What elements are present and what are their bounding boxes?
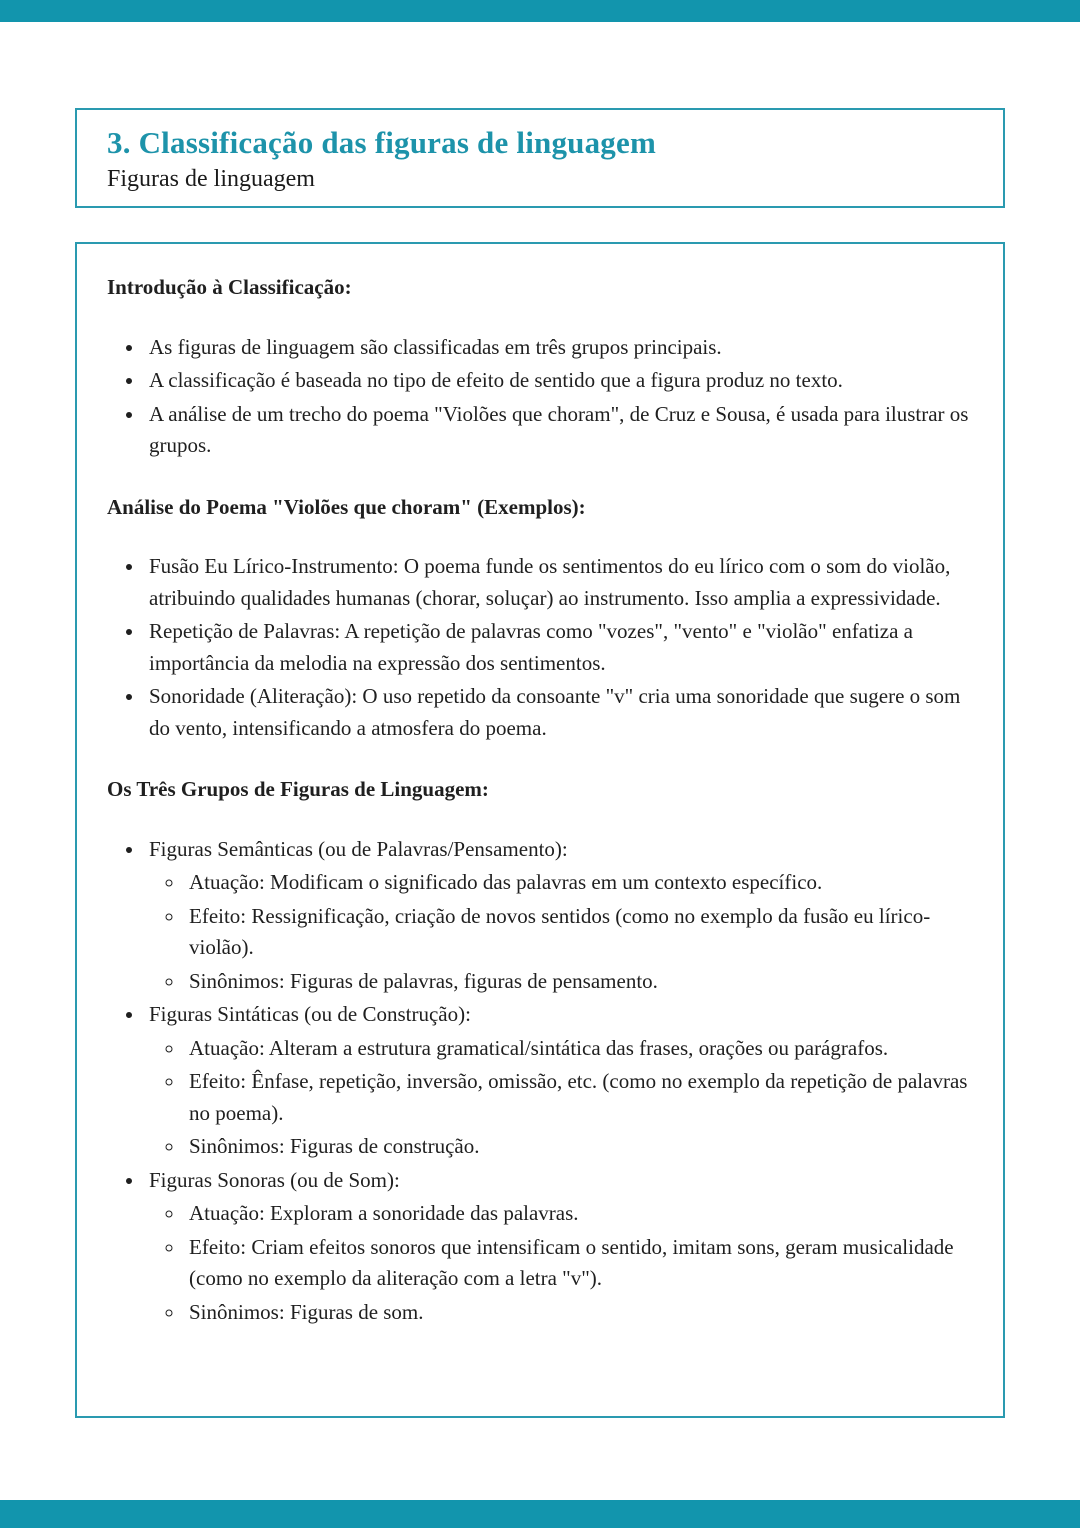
section-tres-grupos [107, 774, 973, 1328]
sub-list-item: ◦ Efeito: Ressignificação, criação de novos sentidos (como no exemplo da fusão eu lírico-violão). [185, 901, 973, 964]
list-item: • A classificação é baseada no tipo de efeito de sentido que a figura produz no texto. [145, 365, 973, 397]
group-label: Figuras Semânticas (ou de Palavras/Pensamento): [149, 836, 568, 861]
bottom-accent-bar [0, 1500, 1080, 1528]
section-heading: Introdução à Classificação: [107, 275, 352, 299]
page-subtitle: Figuras de linguagem [107, 165, 315, 192]
sub-bullet-list [149, 1198, 973, 1328]
page-title: 3. Classificação das figuras de linguagem [107, 125, 656, 160]
sub-bullet-list [149, 1033, 973, 1163]
sub-list-item: ◦ Efeito: Ênfase, repetição, inversão, omissão, etc. (como no exemplo da repetição de palavras no poema). [185, 1066, 973, 1129]
sub-list-item: ◦ Atuação: Modificam o significado das palavras em um contexto específico. [185, 867, 973, 899]
sub-list-item: ◦ Sinônimos: Figuras de construção. [185, 1131, 973, 1163]
sub-list-item: ◦ Sinônimos: Figuras de palavras, figuras de pensamento. [185, 966, 973, 998]
list-item: • As figuras de linguagem são classificadas em três grupos principais. [145, 332, 973, 364]
sub-list-item: ◦ Atuação: Alteram a estrutura gramatical/sintática das frases, orações ou parágrafos. [185, 1033, 973, 1065]
section-analise-poema [107, 492, 973, 745]
bullet-list [107, 551, 973, 744]
nested-bullet-list [107, 834, 973, 1329]
sub-list-item: ◦ Efeito: Criam efeitos sonoros que intensificam o sentido, imitam sons, geram musicalidade (como no exemplo da aliteração com a letra "v"). [185, 1232, 973, 1295]
title-box [75, 108, 1005, 208]
list-item: • Repetição de Palavras: A repetição de palavras como "vozes", "vento" e "violão" enfatiza a importância da melodia na expressão dos sentimentos. [145, 616, 973, 679]
bullet-list [107, 332, 973, 462]
group-label: Figuras Sintáticas (ou de Construção): [149, 1002, 471, 1026]
list-item: • Sonoridade (Aliteração): O uso repetido da consoante "v" cria uma sonoridade que sugere o som do vento, intensificando a atmosfera do poema. [145, 681, 973, 744]
section-introducao [107, 272, 973, 462]
sub-list-item: ◦ Atuação: Exploram a sonoridade das palavras. [185, 1198, 973, 1230]
group-label: Figuras Sonoras (ou de Som): [149, 1167, 400, 1192]
section-heading: Análise do Poema "Violões que choram" (Exemplos): [107, 494, 586, 519]
group-item [145, 999, 973, 1163]
content-box [75, 242, 1005, 1418]
list-item: • Fusão Eu Lírico-Instrumento: O poema funde os sentimentos do eu lírico com o som do violão, atribuindo qualidades humanas (chorar, soluçar) ao instrumento. Isso amplia a expressividade. [145, 551, 973, 614]
group-item [145, 834, 973, 998]
section-heading: Os Três Grupos de Figuras de Linguagem: [107, 777, 489, 801]
group-item [145, 1165, 973, 1329]
sub-bullet-list [149, 867, 973, 997]
list-item: • A análise de um trecho do poema "Violões que choram", de Cruz e Sousa, é usada para ilustrar os grupos. [145, 399, 973, 462]
top-accent-bar [0, 0, 1080, 22]
sub-list-item: ◦ Sinônimos: Figuras de som. [185, 1297, 973, 1329]
